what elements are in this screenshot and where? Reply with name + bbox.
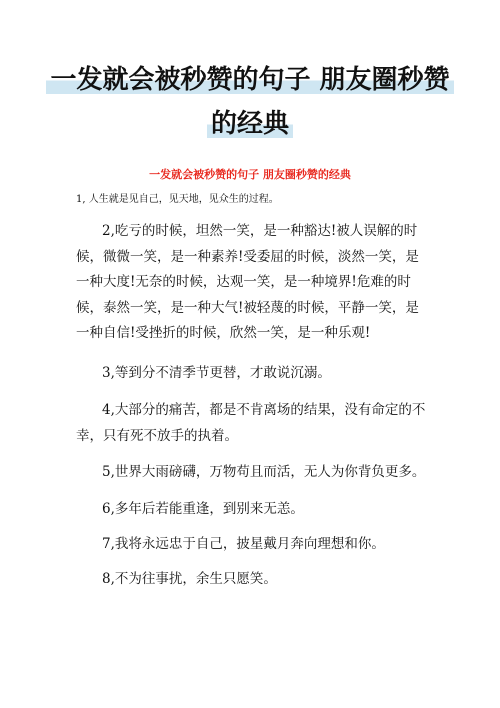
- intro-line: 1, 人生就是见自己，见天地，见众生的过程。: [76, 194, 279, 205]
- document-title-line-2: 的经典: [207, 109, 293, 139]
- paragraph-2: 2,吃亏的时候，坦然一笑，是一种豁达!被人误解的时候，微微一笑，是一种素养!受委屈的时候，淡然一笑，是一种大度!无奈的时候，达观一笑，是一种境界!危难的时候，泰然一笑，是一种大气!被轻蔑的时候，平静一笑，是一种自信!受挫折的时候，欣然一笑，是一种乐观!: [76, 223, 419, 341]
- paragraph-4: 4,大部分的痛苦，都是不肯离场的结果，没有命定的不幸，只有死不放手的执着。: [76, 402, 426, 444]
- paragraph-3: 3,等到分不清季节更替，才敢说沉溺。: [102, 365, 331, 381]
- paragraph-5: 5,世界大雨磅礴，万物苟且而活，无人为你背负更多。: [102, 464, 426, 480]
- paragraph-8: 8,不为往事扰，余生只愿笑。: [102, 571, 277, 587]
- document-title: [0, 58, 500, 146]
- paragraph-7: 7,我将永远忠于自己，披星戴月奔向理想和你。: [102, 536, 385, 552]
- paragraph-6: 6,多年后若能重逢，到别来无恙。: [102, 501, 304, 517]
- document-title-line-1: 一发就会被秒赞的句子 朋友圈秒赞: [46, 65, 453, 95]
- red-subtitle: 一发就会被秒赞的句子 朋友圈秒赞的经典: [149, 168, 351, 181]
